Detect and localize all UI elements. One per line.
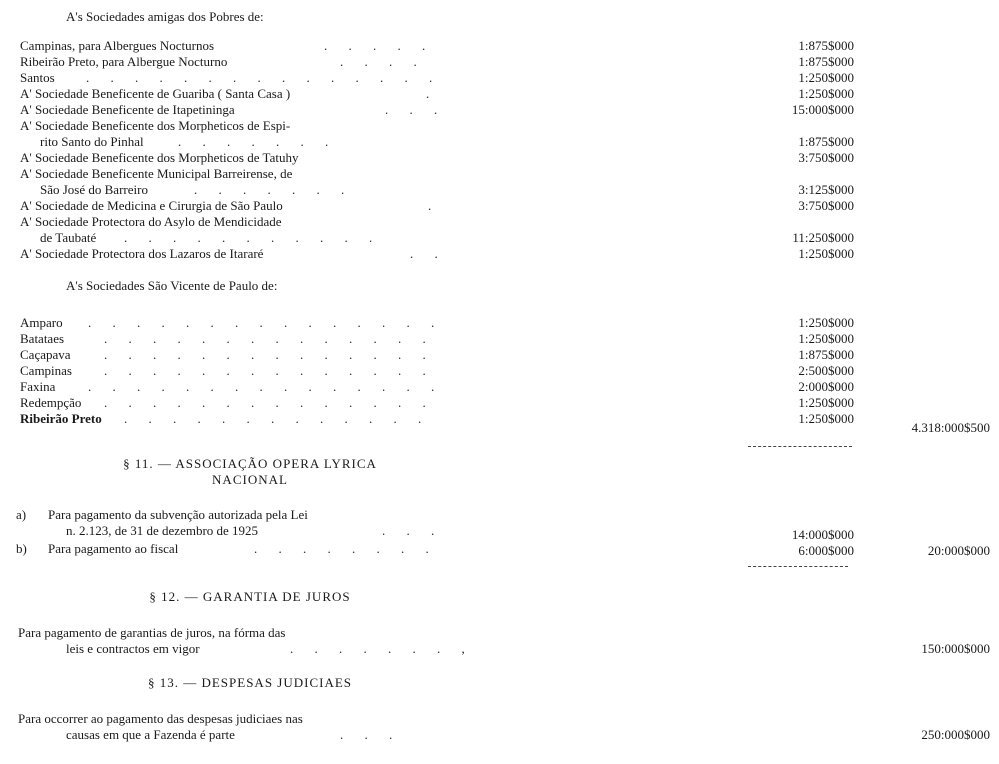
dot-leader: . [428, 198, 441, 213]
item-b-mark: b) [16, 541, 27, 556]
dot-leader: . . . . . . . [178, 134, 338, 149]
list-item-value: 1:875$000 [798, 54, 854, 69]
list-item-label: Caçapava [20, 347, 71, 362]
item-b-text: Para pagamento ao fiscal [48, 541, 179, 556]
list-item-label-cont: rito Santo do Pinhal [40, 134, 144, 149]
list-item-value: 2:500$000 [798, 363, 854, 378]
dot-leader: . . . . . . . . . . . . . [124, 411, 431, 426]
list-item-label-cont: de Taubaté [40, 230, 97, 245]
list-item-value: 1:250$000 [798, 86, 854, 101]
paragraph-total: 4.318:000$500 [911, 420, 990, 435]
list-item-value: 1:875$000 [798, 38, 854, 53]
section-12-total: 150:000$000 [921, 641, 990, 656]
list-item-value: 1:250$000 [798, 70, 854, 85]
list-item-value: 3:125$000 [798, 182, 854, 197]
dot-leader: . . . . . . . . . . . . . . [104, 395, 435, 410]
section-12-title: § 12. — GARANTIA DE JUROS [149, 589, 351, 604]
item-a-text-cont: n. 2.123, de 31 de dezembro de 1925 [66, 523, 259, 538]
section-13-total: 250:000$000 [921, 727, 990, 742]
dot-leader: . . . . . . . , [290, 641, 474, 656]
item-a-text: Para pagamento da subvenção autorizada pela Lei [48, 507, 308, 522]
section-11-title-cont: NACIONAL [212, 472, 288, 487]
list-item-label: A' Sociedade Beneficente dos Morpheticos de Tatuhy [20, 150, 299, 165]
list-item-value: 1:250$000 [798, 315, 854, 330]
list-item-label: A' Sociedade Protectora dos Lazaros de Itararé [20, 246, 264, 261]
dot-leader: . . . . . [324, 38, 435, 53]
section-11-title: § 11. — ASSOCIAÇÃO OPERA LYRICA [123, 456, 377, 471]
list-item-value: 3:750$000 [798, 150, 854, 165]
section-11-total: 20:000$000 [927, 543, 990, 558]
list-item-value: 1:250$000 [798, 411, 854, 426]
section-12-text-cont: leis e contractos em vigor [66, 641, 200, 656]
dot-leader: . . . . . . . . . . . . . . [104, 331, 435, 346]
dot-leader: . . . . . . . . . . . [124, 230, 382, 245]
list-item-value: 1:250$000 [798, 395, 854, 410]
list-item-label: Campinas [20, 363, 72, 378]
list-item-label: Faxina [20, 379, 56, 394]
dot-leader: . . . . . . . . . . . . . . [104, 363, 435, 378]
dot-leader: . . . . . . . . [254, 541, 438, 556]
dot-leader: . . . . . . . . . . . . . . . [88, 379, 444, 394]
section-13-title: § 13. — DESPESAS JUDICIAES [147, 675, 353, 690]
dot-leader: . . . . . . . . . . . . . . [104, 347, 435, 362]
list-item-value: 11:250$000 [792, 230, 854, 245]
sum-rule [748, 566, 848, 567]
list-item-label-cont: São José do Barreiro [40, 182, 148, 197]
dot-leader: . [426, 86, 439, 101]
list-item-label: Amparo [20, 315, 63, 330]
header-pobres: A's Sociedades amigas dos Pobres de: [66, 9, 264, 24]
list-item-label: A' Sociedade Beneficente de Guariba ( Santa Casa ) [20, 86, 291, 101]
dot-leader: . . [410, 246, 447, 261]
list-item-label: A' Sociedade Beneficente dos Morpheticos de Espi- [20, 118, 291, 133]
dot-leader: . . . [382, 523, 444, 538]
list-item-label: Batataes [20, 331, 65, 346]
section-13-text: Para occorrer ao pagamento das despesas judiciaes nas [18, 711, 303, 726]
list-item-label: Redempção [20, 395, 82, 410]
dot-leader: . . . . [340, 54, 426, 69]
list-item-label: A' Sociedade Protectora do Asylo de Mendicidade [20, 214, 282, 229]
list-item-value: 1:875$000 [798, 134, 854, 149]
dot-leader: . . . [385, 102, 447, 117]
dot-leader: . . . . . . . . . . . . . . . [86, 70, 442, 85]
list-item-label: Ribeirão Preto, para Albergue Nocturno [20, 54, 228, 69]
list-item-value: 3:750$000 [798, 198, 854, 213]
list-item-label: A' Sociedade Beneficente Municipal Barreirense, de [20, 166, 293, 181]
list-item-label: Santos [20, 70, 55, 85]
section-13-text-cont: causas em que a Fazenda é parte [66, 727, 235, 742]
dot-leader: . . . . . . . [194, 182, 354, 197]
header-vicente: A's Sociedades São Vicente de Paulo de: [66, 278, 278, 293]
list-item-label: Campinas, para Albergues Nocturnos [20, 38, 214, 53]
list-item-value: 2:000$000 [798, 379, 854, 394]
list-item-value: 1:875$000 [798, 347, 854, 362]
sum-rule [748, 446, 852, 447]
dot-leader: . . . [340, 727, 402, 742]
dot-leader: . . . . . . . . . . . . . . . [88, 315, 444, 330]
section-12-text: Para pagamento de garantias de juros, na fórma das [18, 625, 286, 640]
list-item-value: 1:250$000 [798, 331, 854, 346]
item-b-value: 6:000$000 [798, 543, 854, 558]
list-item-label: Ribeirão Preto [20, 411, 102, 426]
list-item-label: A' Sociedade de Medicina e Cirurgia de São Paulo [20, 198, 283, 213]
list-item-value: 1:250$000 [798, 246, 854, 261]
list-item-label: A' Sociedade Beneficente de Itapetininga [20, 102, 235, 117]
list-item-value: 15:000$000 [791, 102, 854, 117]
item-a-mark: a) [16, 507, 27, 522]
item-a-value: 14:000$000 [791, 527, 854, 542]
